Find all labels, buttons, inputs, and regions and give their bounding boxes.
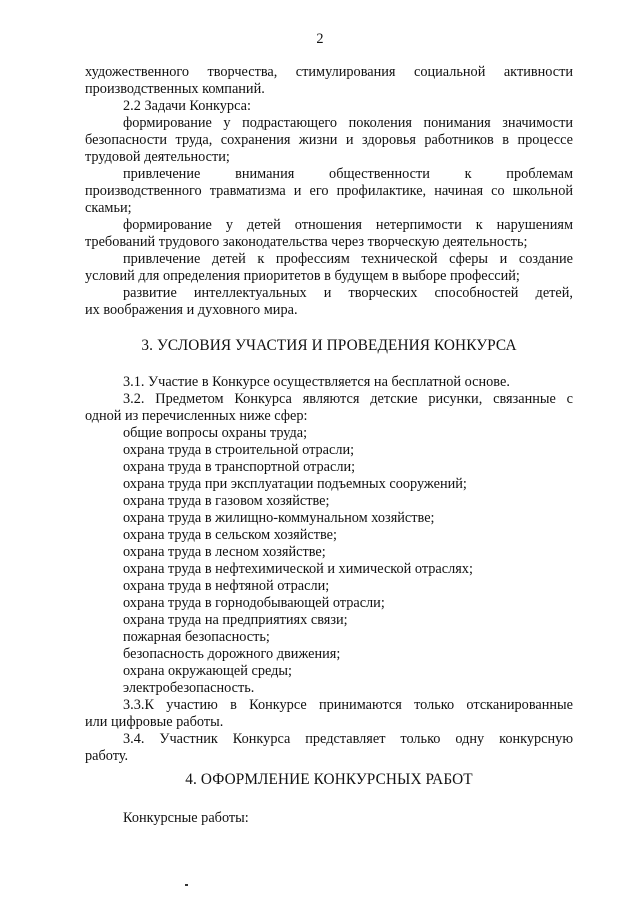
list-item: пожарная безопасность; bbox=[123, 629, 270, 645]
task-line: формирование у подрастающего поколения понимания значимости bbox=[123, 115, 573, 131]
task-line: формирование у детей отношения нетерпимости к нарушениям bbox=[123, 217, 573, 233]
intro-line: художественного творчества, стимулирования социальной активности bbox=[85, 64, 573, 80]
clause-3-4: работу. bbox=[85, 748, 129, 764]
task-line: условий для определения приоритетов в будущем в выборе профессий; bbox=[85, 268, 520, 284]
list-item: охрана труда в жилищно-коммунальном хозяйстве; bbox=[123, 510, 435, 526]
section-4-text: Конкурсные работы: bbox=[123, 810, 249, 826]
list-item: охрана труда в сельском хозяйстве; bbox=[123, 527, 337, 543]
list-item: охрана окружающей среды; bbox=[123, 663, 293, 679]
task-line: безопасности труда, сохранения жизни и здоровья работников в процессе bbox=[85, 132, 573, 148]
clause-3-1: 3.1. Участие в Конкурсе осуществляется на бесплатной основе. bbox=[123, 374, 510, 390]
spheres-list bbox=[85, 425, 573, 697]
intro-line: производственных компаний. bbox=[85, 81, 265, 97]
list-item: общие вопросы охраны труда; bbox=[123, 425, 308, 441]
task-line: привлечение детей к профессиям технической сферы и создание bbox=[123, 251, 573, 267]
list-item: охрана труда при эксплуатации подъемных сооружений; bbox=[123, 476, 467, 492]
list-item: охрана труда в газовом хозяйстве; bbox=[123, 493, 330, 509]
section-2-2-title: 2.2 Задачи Конкурса: bbox=[123, 98, 251, 114]
list-item: охрана труда в нефтяной отрасли; bbox=[123, 578, 330, 594]
task-line: их воображения и духовного мира. bbox=[85, 302, 298, 318]
section-3-heading: 3. УСЛОВИЯ УЧАСТИЯ И ПРОВЕДЕНИЯ КОНКУРСА bbox=[141, 337, 517, 354]
clause-3-4: 3.4. Участник Конкурса представляет только одну конкурсную bbox=[123, 731, 573, 747]
list-item: охрана труда в транспортной отрасли; bbox=[123, 459, 356, 475]
page-number: 2 bbox=[316, 31, 324, 47]
task-line: развитие интеллектуальных и творческих способностей детей, bbox=[123, 285, 573, 301]
task-line: привлечение внимания общественности к проблемам bbox=[123, 166, 573, 182]
list-item: охрана труда в лесном хозяйстве; bbox=[123, 544, 326, 560]
list-item: электробезопасность. bbox=[123, 680, 255, 696]
clause-3-3: или цифровые работы. bbox=[85, 714, 224, 730]
list-item: охрана труда в нефтехимической и химической отраслях; bbox=[123, 561, 473, 577]
list-item: охрана труда в горнодобывающей отрасли; bbox=[123, 595, 385, 611]
list-item: охрана труда на предприятиях связи; bbox=[123, 612, 348, 628]
section-4-heading: 4. ОФОРМЛЕНИЕ КОНКУРСНЫХ РАБОТ bbox=[185, 771, 473, 788]
clause-3-2: 3.2. Предметом Конкурса являются детские рисунки, связанные с bbox=[123, 391, 573, 407]
document-body bbox=[85, 64, 573, 827]
task-line: требований трудового законодательства через творческую деятельность; bbox=[85, 234, 528, 250]
clause-3-3: 3.3.К участию в Конкурсе принимаются только отсканированные bbox=[123, 697, 573, 713]
list-item: безопасность дорожного движения; bbox=[123, 646, 341, 662]
task-line: скамьи; bbox=[85, 200, 132, 216]
scan-speck bbox=[185, 884, 188, 886]
task-line: трудовой деятельности; bbox=[85, 149, 230, 165]
task-line: производственного травматизма и его профилактике, начиная со школьной bbox=[85, 183, 573, 199]
list-item: охрана труда в строительной отрасли; bbox=[123, 442, 355, 458]
clause-3-2: одной из перечисленных ниже сфер: bbox=[85, 408, 308, 424]
